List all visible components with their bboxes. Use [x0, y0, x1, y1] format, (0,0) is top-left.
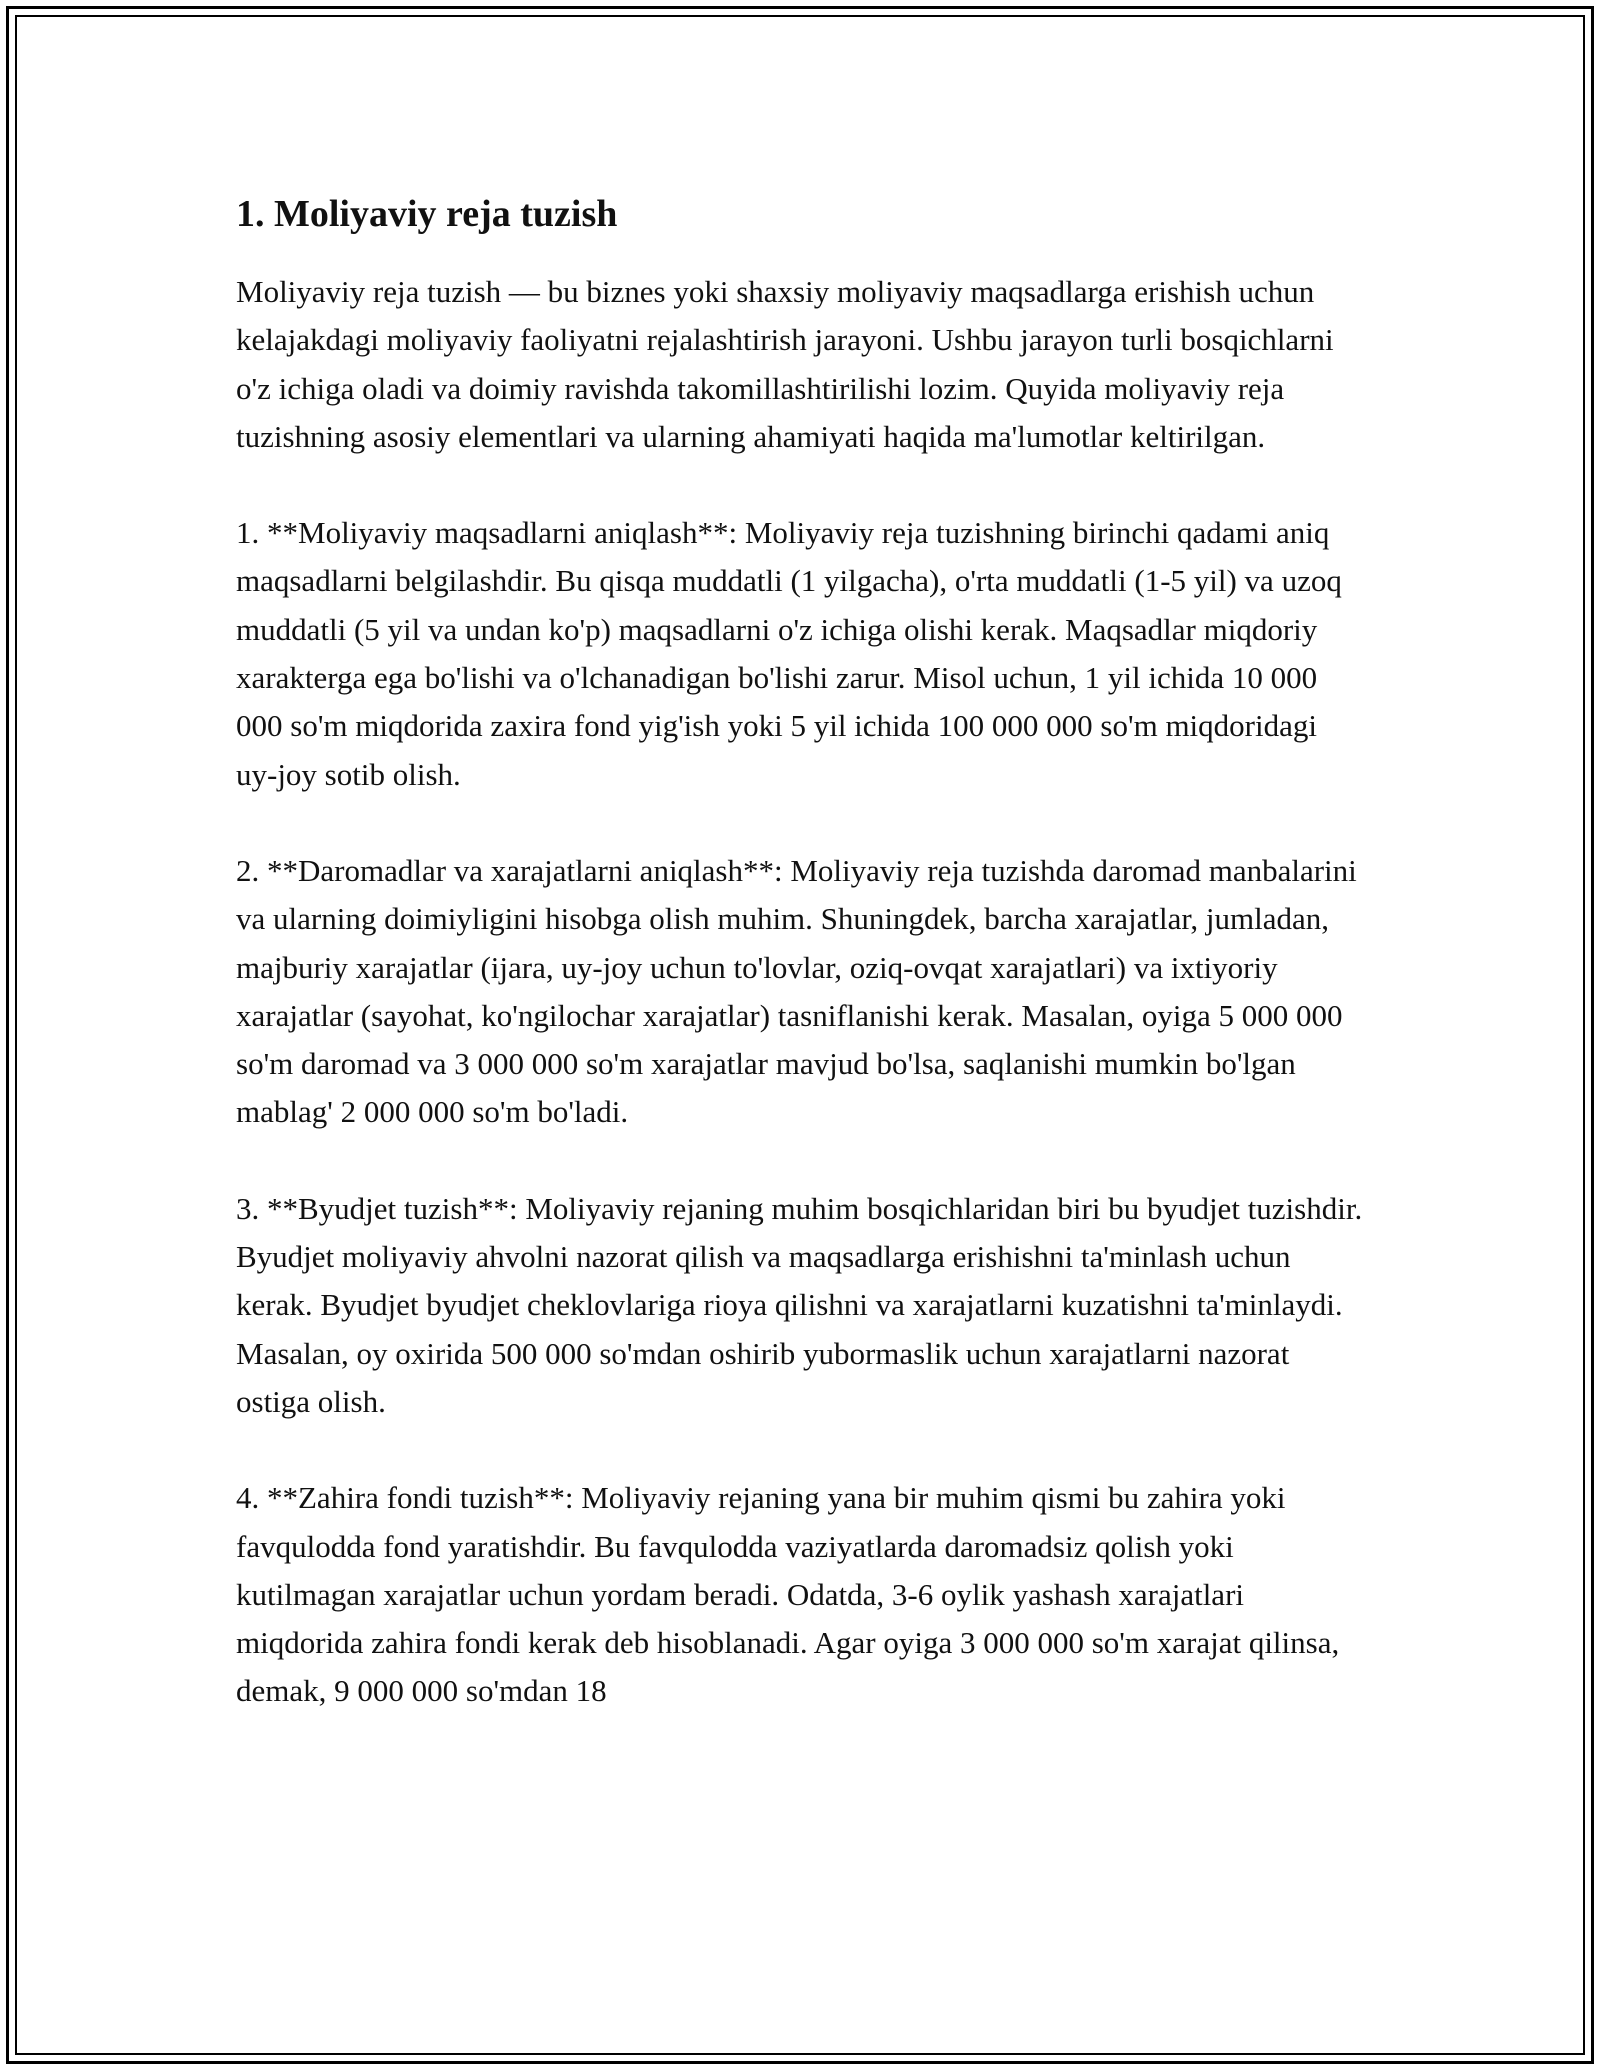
intro-paragraph: Moliyaviy reja tuzish — bu biznes yoki shaxsiy moliyaviy maqsadlarga erishish uchun kelajakdagi moliyaviy faoliyatni rejalashtirish jarayoni. Ushbu jarayon turli bosqichlarni o'z ichiga oladi va doimiy ravishda takomillashtirilishi lozim. Quyida moliyaviy reja tuzishning asosiy elementlari va ularning ahamiyati haqida ma'lumotlar keltirilgan. [236, 274, 1334, 454]
document-body [236, 184, 1366, 1716]
paragraph-reserve-fund: 4. **Zahira fondi tuzish**: Moliyaviy rejaning yana bir muhim qismi bu zahira yoki favqulodda fond yaratishdir. Bu favqulodda vaziyatlarda daromadsiz qolish yoki kutilmagan xarajatlar uchun yordam beradi. Odatda, 3-6 oylik yashash xarajatlari miqdorida zahira fondi kerak deb hisoblanadi. Agar oyiga 3 000 000 so'm xarajat qilinsa, demak, 9 000 000 so'mdan 18 [236, 1480, 1340, 1709]
section-heading: 1. Moliyaviy reja tuzish [236, 193, 618, 235]
paragraph-financial-goals: 1. **Moliyaviy maqsadlarni aniqlash**: Moliyaviy reja tuzishning birinchi qadami aniq maqsadlarni belgilashdir. Bu qisqa muddatli (1 yilgacha), o'rta muddatli (1-5 yil) va uzoq muddatli (5 yil va undan ko'p) maqsadlarni o'z ichiga olishi kerak. Maqsadlar miqdoriy xarakterga ega bo'lishi va o'lchanadigan bo'lishi zarur. Misol uchun, 1 yil ichida 10 000 000 so'm miqdorida zaxira fond yig'ish yoki 5 yil ichida 100 000 000 so'm miqdoridagi uy-joy sotib olish. [236, 515, 1342, 792]
paragraph-budget: 3. **Byudjet tuzish**: Moliyaviy rejaning muhim bosqichlaridan biri bu byudjet tuzishdir. Byudjet moliyaviy ahvolni nazorat qilish va maqsadlarga erishishni ta'minlash uchun kerak. Byudjet byudjet cheklovlariga rioya qilishni va xarajatlarni kuzatishni ta'minlaydi. Masalan, oy oxirida 500 000 so'mdan oshirib yubormaslik uchun xarajatlarni nazorat ostiga olish. [236, 1190, 1363, 1419]
paragraph-income-expenses: 2. **Daromadlar va xarajatlarni aniqlash**: Moliyaviy reja tuzishda daromad manbalarini va ularning doimiyligini hisobga olish muhim. Shuningdek, barcha xarajatlar, jumladan, majburiy xarajatlar (ijara, uy-joy uchun to'lovlar, oziq-ovqat xarajatlari) va ixtiyoriy xarajatlar (sayohat, ko'ngilochar xarajatlar) tasniflanishi kerak. Masalan, oyiga 5 000 000 so'm daromad va 3 000 000 so'm xarajatlar mavjud bo'lsa, saqlanishi mumkin bo'lgan mablag' 2 000 000 so'm bo'ladi. [236, 852, 1357, 1130]
